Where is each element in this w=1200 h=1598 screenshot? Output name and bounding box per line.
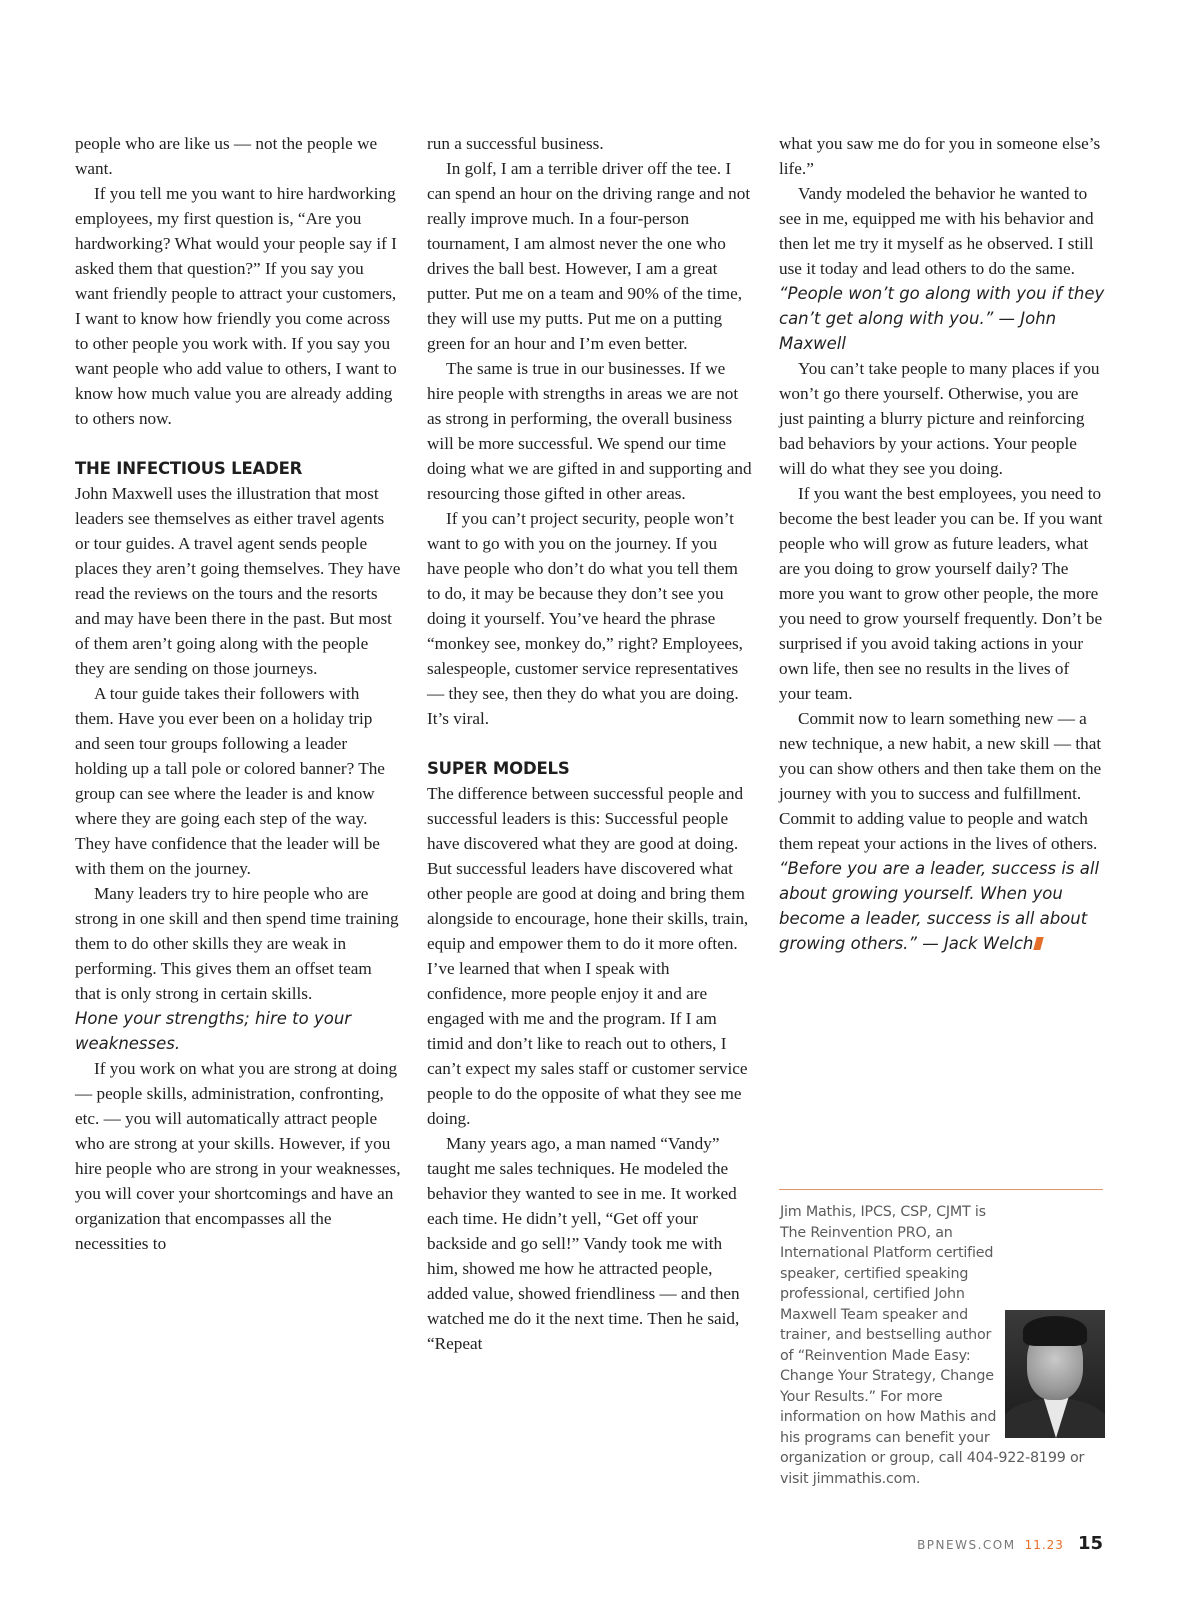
paragraph: Commit now to learn something new — a new technique, a new habit, a new skill — that you can show others and then take them on the journey with you to success and fulfillment. Commit to adding value to people and watch them repeat your actions in the lives of others.	[779, 709, 1102, 853]
paragraph: John Maxwell uses the illustration that most leaders see themselves as either travel agents or tour guides. A travel agent sends people places they aren’t going themselves. They have read the reviews on the tours and the resorts and may have been there in the past. But most of them aren’t going along with the people they are sending on those journeys.	[75, 484, 401, 678]
pull-quote-maxwell: “People won’t go along with you if they can’t get along with you.” — John Maxwell	[779, 284, 1105, 353]
section-heading-infectious-leader: THE INFECTIOUS LEADER	[75, 459, 303, 478]
paragraph: In golf, I am a terrible driver off the tee. I can spend an hour on the driving range and not really improve much. In a four-person tournament, I am almost never the one who drives the ball best. However, I am a great putter. Put me on a team and 90% of the time, they will use my putts. Put me on a putting green for an hour and I’m even better.	[427, 159, 751, 353]
paragraph: If you want the best employees, you need to become the best leader you can be. If you want people who will grow as future leaders, what are you doing to grow yourself daily? The more you want to grow other people, the more you need to grow yourself frequently. Don’t be surprised if you avoid taking actions in your own life, then see no results in the lives of your team.	[779, 484, 1103, 703]
author-bio-text: Jim Mathis, IPCS, CSP, CJMT is The Reinvention PRO, an International Platform certified speaker, certified speaking professional, certified John Maxwell Team speaker and trainer, and bestselling author of “Reinvention Made Easy: Change Your Strategy, Change Your Results.” For more information on how Mathis and his programs can benefit your organization or group, call 404-922-8199 or visit jimmathis.com.	[780, 1204, 1085, 1487]
paragraph: A tour guide takes their followers with them. Have you ever been on a holiday trip and seen tour groups following a leader holding up a tall pole or colored banner? The group can see where the leader is and know where they are going each step of the way. They have confidence that the leader will be with them on the journey.	[75, 684, 385, 878]
paragraph: Many leaders try to hire people who are strong in one skill and then spend time training them to do other skills they are weak in performing. This gives them an offset team that is only strong in certain skills.	[75, 884, 399, 1003]
paragraph: If you work on what you are strong at doing — people skills, administration, confronting, etc. — you will automatically attract people who are strong at your skills. However, if you hire people who are strong in your weaknesses, you will cover your shortcomings and have an organization that encompasses all the necessities to	[75, 1059, 401, 1253]
paragraph: Many years ago, a man named “Vandy” taught me sales techniques. He modeled the behavior they wanted to see in me. It worked each time. He didn’t yell, “Get off your backside and go sell!” Vandy took me with him, showed me how he attracted people, added value, showed friendliness — and then watched me do it the next time. Then he said, “Repeat	[427, 1134, 740, 1353]
paragraph: If you tell me you want to hire hardworking employees, my first question is, “Are you hardworking? What would your people say if I asked them that question?” If you say you want friendly people to attract your customers, I want to know how friendly you come across to other people you work with. If you say you want people who add value to others, I want to know how much value you are already adding to others now.	[75, 184, 397, 428]
author-bio	[780, 1202, 1105, 1489]
author-photo	[1005, 1310, 1105, 1438]
article-column-1	[75, 131, 401, 1256]
paragraph: run a successful business.	[427, 134, 604, 153]
end-mark-icon	[1034, 937, 1044, 950]
pull-quote-welch-text: “Before you are a leader, success is all about growing yourself. When you become a leader, success is all about growing others.” — Jack Welch	[779, 859, 1100, 953]
paragraph: what you saw me do for you in someone else’s life.”	[779, 134, 1101, 178]
paragraph: If you can’t project security, people won’t want to go with you on the journey. If you have people who don’t do what you tell them to do, it may be because they don’t see you doing it yourself. You’ve heard the phrase “monkey see, monkey do,” right? Employees, salespeople, customer service representatives — they see, then they do what you are doing. It’s viral.	[427, 509, 743, 728]
paragraph: Vandy modeled the behavior he wanted to see in me, equipped me with his behavior and then let me try it myself as he observed. I still use it today and lead others to do the same.	[779, 184, 1094, 278]
photo-hair	[1023, 1316, 1087, 1346]
bio-divider	[779, 1189, 1103, 1190]
page-footer	[917, 1533, 1103, 1554]
article-column-2	[427, 131, 753, 1356]
article-column-3	[779, 131, 1105, 956]
page-number: 15	[1077, 1533, 1103, 1554]
paragraph: The same is true in our businesses. If we hire people with strengths in areas we are not as strong in performing, the overall business will be more successful. We spend our time doing what we are gifted in and supporting and resourcing those gifted in other areas.	[427, 359, 752, 503]
section-heading-super-models: SUPER MODELS	[427, 759, 570, 778]
paragraph: people who are like us — not the people we want.	[75, 134, 378, 178]
pull-quote: Hone your strengths; hire to your weaknesses.	[75, 1009, 352, 1053]
pull-quote-welch	[779, 856, 1105, 956]
paragraph: The difference between successful people and successful leaders is this: Successful people have discovered what they are good at doing. But successful leaders have discovered what other people are good at doing and bring them alongside to encourage, hone their skills, train, equip and empower them to do it more often. I’ve learned that when I speak with confidence, more people enjoy it and are engaged with me and the program. If I am timid and don’t like to reach out to others, I can’t expect my sales staff or customer service people to do the opposite of what they see me doing.	[427, 784, 749, 1128]
paragraph: You can’t take people to many places if you won’t go there yourself. Otherwise, you are just painting a blurry picture and reinforcing bad behaviors by your actions. Your people will do what they see you doing.	[779, 359, 1100, 478]
footer-site: BPNEWS.COM	[917, 1538, 1016, 1552]
footer-date: 11.23	[1024, 1538, 1064, 1552]
